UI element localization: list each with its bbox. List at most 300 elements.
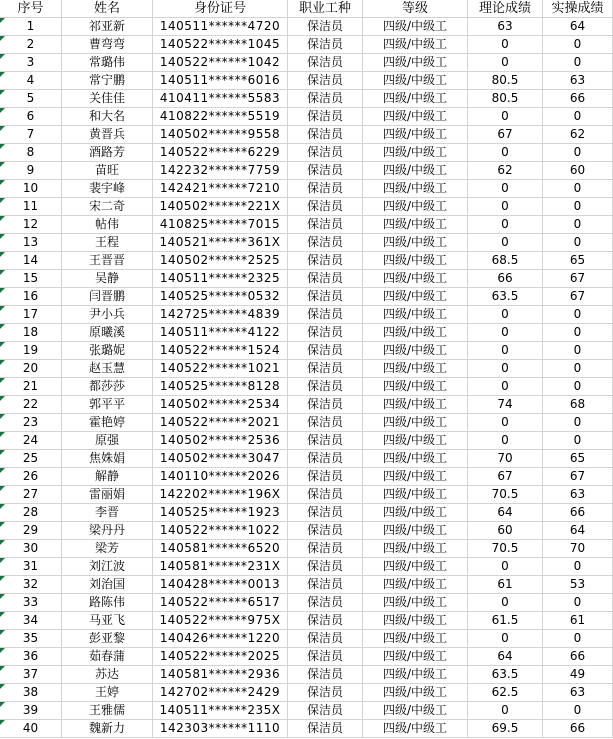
cell-theory-score[interactable]: 0 — [468, 216, 543, 234]
cell-practical-score[interactable]: 0 — [543, 630, 613, 648]
cell-seq[interactable]: 11 — [0, 198, 62, 216]
cell-practical-score[interactable]: 0 — [543, 378, 613, 396]
cell-id-number[interactable]: 140522******1021 — [153, 360, 288, 378]
cell-occupation[interactable]: 保洁员 — [288, 162, 363, 180]
cell-id-number[interactable]: 140511******6016 — [153, 72, 288, 90]
cell-id-number[interactable]: 140581******2936 — [153, 666, 288, 684]
cell-name[interactable]: 郭平平 — [62, 396, 153, 414]
cell-name[interactable]: 魏新力 — [62, 720, 153, 738]
cell-id-number[interactable]: 140522******1042 — [153, 54, 288, 72]
cell-name[interactable]: 常璐伟 — [62, 54, 153, 72]
cell-theory-score[interactable]: 80.5 — [468, 72, 543, 90]
cell-name[interactable]: 刘治国 — [62, 576, 153, 594]
cell-occupation[interactable]: 保洁员 — [288, 36, 363, 54]
cell-occupation[interactable]: 保洁员 — [288, 306, 363, 324]
cell-level[interactable]: 四级/中级工 — [363, 360, 468, 378]
cell-occupation[interactable]: 保洁员 — [288, 504, 363, 522]
cell-theory-score[interactable]: 0 — [468, 36, 543, 54]
error-indicator-icon — [0, 630, 5, 635]
cell-theory-score[interactable]: 0 — [468, 432, 543, 450]
cell-level[interactable]: 四级/中级工 — [363, 90, 468, 108]
cell-practical-score[interactable]: 68 — [543, 396, 613, 414]
cell-practical-score[interactable]: 63 — [543, 72, 613, 90]
cell-id-number[interactable]: 410822******5519 — [153, 108, 288, 126]
cell-theory-score[interactable]: 69.5 — [468, 720, 543, 738]
cell-theory-score[interactable]: 0 — [468, 594, 543, 612]
cell-id-number[interactable]: 140525******1923 — [153, 504, 288, 522]
cell-id-number[interactable]: 410825******7015 — [153, 216, 288, 234]
cell-seq[interactable]: 21 — [0, 378, 62, 396]
cell-name[interactable]: 都莎莎 — [62, 378, 153, 396]
header-occupation[interactable]: 职业工种 — [288, 0, 363, 18]
error-indicator-icon — [0, 18, 5, 23]
cell-practical-score[interactable]: 63 — [543, 684, 613, 702]
cell-practical-score[interactable]: 0 — [543, 198, 613, 216]
error-indicator-icon — [0, 324, 5, 329]
cell-occupation[interactable]: 保洁员 — [288, 522, 363, 540]
cell-level[interactable]: 四级/中级工 — [363, 324, 468, 342]
cell-seq[interactable]: 28 — [0, 504, 62, 522]
error-indicator-icon — [0, 540, 5, 545]
cell-name[interactable]: 黄晋兵 — [62, 126, 153, 144]
cell-seq[interactable]: 15 — [0, 270, 62, 288]
cell-id-number[interactable]: 140581******231X — [153, 558, 288, 576]
cell-level[interactable]: 四级/中级工 — [363, 198, 468, 216]
error-indicator-icon — [0, 126, 5, 131]
cell-name[interactable]: 彭亚黎 — [62, 630, 153, 648]
cell-theory-score[interactable]: 67 — [468, 468, 543, 486]
cell-theory-score[interactable]: 0 — [468, 360, 543, 378]
error-indicator-icon — [0, 702, 5, 707]
cell-seq[interactable]: 40 — [0, 720, 62, 738]
cell-practical-score[interactable]: 64 — [543, 18, 613, 36]
cell-name[interactable]: 王程 — [62, 234, 153, 252]
cell-level[interactable]: 四级/中级工 — [363, 684, 468, 702]
cell-practical-score[interactable]: 0 — [543, 342, 613, 360]
error-indicator-icon — [0, 252, 5, 257]
cell-occupation[interactable]: 保洁员 — [288, 432, 363, 450]
cell-id-number[interactable]: 140522******975X — [153, 612, 288, 630]
cell-level[interactable]: 四级/中级工 — [363, 36, 468, 54]
cell-occupation[interactable]: 保洁员 — [288, 666, 363, 684]
cell-level[interactable]: 四级/中级工 — [363, 126, 468, 144]
cell-practical-score[interactable]: 66 — [543, 720, 613, 738]
cell-id-number[interactable]: 140502******2525 — [153, 252, 288, 270]
cell-level[interactable]: 四级/中级工 — [363, 594, 468, 612]
cell-seq[interactable]: 39 — [0, 702, 62, 720]
cell-id-number[interactable]: 140502******221X — [153, 198, 288, 216]
cell-name[interactable]: 王晋晋 — [62, 252, 153, 270]
cell-occupation[interactable]: 保洁员 — [288, 576, 363, 594]
cell-seq[interactable]: 18 — [0, 324, 62, 342]
cell-name[interactable]: 李晋 — [62, 504, 153, 522]
cell-practical-score[interactable]: 67 — [543, 270, 613, 288]
cell-level[interactable]: 四级/中级工 — [363, 162, 468, 180]
cell-practical-score[interactable]: 0 — [543, 594, 613, 612]
cell-seq[interactable]: 32 — [0, 576, 62, 594]
cell-occupation[interactable]: 保洁员 — [288, 324, 363, 342]
cell-theory-score[interactable]: 63.5 — [468, 288, 543, 306]
cell-name[interactable]: 雷丽娟 — [62, 486, 153, 504]
cell-id-number[interactable]: 142232******7759 — [153, 162, 288, 180]
cell-practical-score[interactable]: 53 — [543, 576, 613, 594]
header-theory-score[interactable]: 理论成绩 — [468, 0, 543, 18]
cell-level[interactable]: 四级/中级工 — [363, 54, 468, 72]
cell-occupation[interactable]: 保洁员 — [288, 72, 363, 90]
cell-occupation[interactable]: 保洁员 — [288, 414, 363, 432]
cell-occupation[interactable]: 保洁员 — [288, 216, 363, 234]
cell-level[interactable]: 四级/中级工 — [363, 414, 468, 432]
cell-theory-score[interactable]: 63.5 — [468, 666, 543, 684]
cell-occupation[interactable]: 保洁员 — [288, 468, 363, 486]
cell-seq[interactable]: 5 — [0, 90, 62, 108]
cell-practical-score[interactable]: 61 — [543, 612, 613, 630]
cell-theory-score[interactable]: 80.5 — [468, 90, 543, 108]
cell-seq[interactable]: 4 — [0, 72, 62, 90]
cell-occupation[interactable]: 保洁员 — [288, 540, 363, 558]
cell-seq[interactable]: 34 — [0, 612, 62, 630]
cell-practical-score[interactable]: 0 — [543, 108, 613, 126]
header-practical-score[interactable]: 实操成绩 — [543, 0, 613, 18]
cell-theory-score[interactable]: 0 — [468, 54, 543, 72]
error-indicator-icon — [0, 90, 5, 95]
cell-level[interactable]: 四级/中级工 — [363, 252, 468, 270]
cell-level[interactable]: 四级/中级工 — [363, 234, 468, 252]
cell-id-number[interactable]: 142725******4839 — [153, 306, 288, 324]
cell-level[interactable]: 四级/中级工 — [363, 666, 468, 684]
cell-id-number[interactable]: 140511******4122 — [153, 324, 288, 342]
cell-seq[interactable]: 17 — [0, 306, 62, 324]
error-indicator-icon — [0, 486, 5, 491]
cell-id-number[interactable]: 140525******0532 — [153, 288, 288, 306]
cell-theory-score[interactable]: 62.5 — [468, 684, 543, 702]
cell-occupation[interactable]: 保洁员 — [288, 396, 363, 414]
cell-name[interactable]: 尹小兵 — [62, 306, 153, 324]
cell-name[interactable]: 闫晋鹏 — [62, 288, 153, 306]
cell-level[interactable]: 四级/中级工 — [363, 288, 468, 306]
cell-occupation[interactable]: 保洁员 — [288, 558, 363, 576]
cell-practical-score[interactable]: 0 — [543, 702, 613, 720]
cell-id-number[interactable]: 140511******4720 — [153, 18, 288, 36]
cell-practical-score[interactable]: 60 — [543, 162, 613, 180]
cell-name[interactable]: 原曦溪 — [62, 324, 153, 342]
cell-practical-score[interactable]: 63 — [543, 486, 613, 504]
cell-name[interactable]: 和大名 — [62, 108, 153, 126]
cell-id-number[interactable]: 140522******1045 — [153, 36, 288, 54]
cell-name[interactable]: 赵玉慧 — [62, 360, 153, 378]
cell-name[interactable]: 酒路芳 — [62, 144, 153, 162]
cell-level[interactable]: 四级/中级工 — [363, 630, 468, 648]
cell-theory-score[interactable]: 63 — [468, 18, 543, 36]
cell-occupation[interactable]: 保洁员 — [288, 18, 363, 36]
cell-name[interactable]: 宋二奇 — [62, 198, 153, 216]
cell-theory-score[interactable]: 0 — [468, 306, 543, 324]
cell-name[interactable]: 苏达 — [62, 666, 153, 684]
header-name[interactable]: 姓名 — [62, 0, 153, 18]
cell-id-number[interactable]: 140522******2025 — [153, 648, 288, 666]
cell-theory-score[interactable]: 61.5 — [468, 612, 543, 630]
cell-id-number[interactable]: 142702******2429 — [153, 684, 288, 702]
cell-level[interactable]: 四级/中级工 — [363, 342, 468, 360]
cell-id-number[interactable]: 140502******2534 — [153, 396, 288, 414]
cell-level[interactable]: 四级/中级工 — [363, 504, 468, 522]
cell-occupation[interactable]: 保洁员 — [288, 486, 363, 504]
cell-theory-score[interactable]: 70 — [468, 450, 543, 468]
cell-id-number[interactable]: 140522******6229 — [153, 144, 288, 162]
cell-occupation[interactable]: 保洁员 — [288, 54, 363, 72]
cell-level[interactable]: 四级/中级工 — [363, 720, 468, 738]
cell-occupation[interactable]: 保洁员 — [288, 378, 363, 396]
cell-practical-score[interactable]: 0 — [543, 36, 613, 54]
cell-occupation[interactable]: 保洁员 — [288, 108, 363, 126]
cell-seq[interactable]: 8 — [0, 144, 62, 162]
cell-seq[interactable]: 20 — [0, 360, 62, 378]
cell-occupation[interactable]: 保洁员 — [288, 252, 363, 270]
cell-occupation[interactable]: 保洁员 — [288, 270, 363, 288]
cell-level[interactable]: 四级/中级工 — [363, 612, 468, 630]
cell-occupation[interactable]: 保洁员 — [288, 342, 363, 360]
cell-id-number[interactable]: 140502******3047 — [153, 450, 288, 468]
cell-theory-score[interactable]: 0 — [468, 144, 543, 162]
cell-practical-score[interactable]: 65 — [543, 450, 613, 468]
cell-level[interactable]: 四级/中级工 — [363, 378, 468, 396]
cell-occupation[interactable]: 保洁员 — [288, 180, 363, 198]
error-indicator-icon — [0, 144, 5, 149]
cell-name[interactable]: 关佳佳 — [62, 90, 153, 108]
cell-practical-score[interactable]: 66 — [543, 90, 613, 108]
cell-theory-score[interactable]: 0 — [468, 108, 543, 126]
cell-id-number[interactable]: 140522******1022 — [153, 522, 288, 540]
cell-level[interactable]: 四级/中级工 — [363, 468, 468, 486]
cell-occupation[interactable]: 保洁员 — [288, 360, 363, 378]
cell-theory-score[interactable]: 70.5 — [468, 486, 543, 504]
cell-name[interactable]: 马亚飞 — [62, 612, 153, 630]
cell-name[interactable]: 霍艳婷 — [62, 414, 153, 432]
cell-name[interactable]: 王婷 — [62, 684, 153, 702]
cell-seq[interactable]: 38 — [0, 684, 62, 702]
cell-level[interactable]: 四级/中级工 — [363, 306, 468, 324]
header-seq[interactable]: 序号 — [0, 0, 62, 18]
cell-seq[interactable]: 19 — [0, 342, 62, 360]
cell-seq[interactable]: 1 — [0, 18, 62, 36]
cell-seq[interactable]: 23 — [0, 414, 62, 432]
cell-level[interactable]: 四级/中级工 — [363, 18, 468, 36]
cell-name[interactable]: 苗旺 — [62, 162, 153, 180]
cell-id-number[interactable]: 140522******6517 — [153, 594, 288, 612]
cell-theory-score[interactable]: 64 — [468, 648, 543, 666]
cell-seq[interactable]: 30 — [0, 540, 62, 558]
cell-seq[interactable]: 26 — [0, 468, 62, 486]
cell-occupation[interactable]: 保洁员 — [288, 450, 363, 468]
cell-id-number[interactable]: 140502******9558 — [153, 126, 288, 144]
cell-seq[interactable]: 13 — [0, 234, 62, 252]
cell-theory-score[interactable]: 0 — [468, 630, 543, 648]
cell-occupation[interactable]: 保洁员 — [288, 144, 363, 162]
cell-practical-score[interactable]: 0 — [543, 54, 613, 72]
cell-id-number[interactable]: 140581******6520 — [153, 540, 288, 558]
cell-name[interactable]: 裴宇峰 — [62, 180, 153, 198]
cell-practical-score[interactable]: 64 — [543, 522, 613, 540]
cell-level[interactable]: 四级/中级工 — [363, 540, 468, 558]
header-level[interactable]: 等级 — [363, 0, 468, 18]
cell-level[interactable]: 四级/中级工 — [363, 396, 468, 414]
cell-practical-score[interactable]: 0 — [543, 306, 613, 324]
cell-theory-score[interactable]: 0 — [468, 180, 543, 198]
cell-seq[interactable]: 2 — [0, 36, 62, 54]
cell-seq[interactable]: 37 — [0, 666, 62, 684]
cell-practical-score[interactable]: 62 — [543, 126, 613, 144]
cell-id-number[interactable]: 142421******7210 — [153, 180, 288, 198]
cell-occupation[interactable]: 保洁员 — [288, 126, 363, 144]
cell-theory-score[interactable]: 0 — [468, 702, 543, 720]
cell-occupation[interactable]: 保洁员 — [288, 594, 363, 612]
cell-practical-score[interactable]: 0 — [543, 432, 613, 450]
cell-theory-score[interactable]: 0 — [468, 558, 543, 576]
cell-seq[interactable]: 22 — [0, 396, 62, 414]
cell-theory-score[interactable]: 61 — [468, 576, 543, 594]
cell-theory-score[interactable]: 0 — [468, 234, 543, 252]
cell-seq[interactable]: 6 — [0, 108, 62, 126]
cell-name[interactable]: 吴静 — [62, 270, 153, 288]
cell-seq[interactable]: 24 — [0, 432, 62, 450]
cell-seq[interactable]: 12 — [0, 216, 62, 234]
cell-level[interactable]: 四级/中级工 — [363, 72, 468, 90]
cell-level[interactable]: 四级/中级工 — [363, 108, 468, 126]
cell-theory-score[interactable]: 67 — [468, 126, 543, 144]
cell-name[interactable]: 梁丹丹 — [62, 522, 153, 540]
cell-name[interactable]: 解静 — [62, 468, 153, 486]
cell-seq[interactable]: 10 — [0, 180, 62, 198]
cell-practical-score[interactable]: 66 — [543, 504, 613, 522]
cell-seq[interactable]: 33 — [0, 594, 62, 612]
cell-name[interactable]: 张璐妮 — [62, 342, 153, 360]
cell-name[interactable]: 曹弯弯 — [62, 36, 153, 54]
cell-occupation[interactable]: 保洁员 — [288, 702, 363, 720]
cell-id-number[interactable]: 140522******1524 — [153, 342, 288, 360]
cell-theory-score[interactable]: 68.5 — [468, 252, 543, 270]
cell-practical-score[interactable]: 0 — [543, 414, 613, 432]
cell-name[interactable]: 祁亚新 — [62, 18, 153, 36]
cell-level[interactable]: 四级/中级工 — [363, 576, 468, 594]
cell-level[interactable]: 四级/中级工 — [363, 432, 468, 450]
cell-level[interactable]: 四级/中级工 — [363, 702, 468, 720]
cell-seq[interactable]: 27 — [0, 486, 62, 504]
cell-practical-score[interactable]: 0 — [543, 558, 613, 576]
cell-practical-score[interactable]: 70 — [543, 540, 613, 558]
cell-id-number[interactable]: 142303******1110 — [153, 720, 288, 738]
cell-level[interactable]: 四级/中级工 — [363, 486, 468, 504]
cell-id-number[interactable]: 140511******235X — [153, 702, 288, 720]
cell-practical-score[interactable]: 65 — [543, 252, 613, 270]
cell-seq[interactable]: 31 — [0, 558, 62, 576]
cell-occupation[interactable]: 保洁员 — [288, 648, 363, 666]
cell-level[interactable]: 四级/中级工 — [363, 648, 468, 666]
cell-occupation[interactable]: 保洁员 — [288, 684, 363, 702]
cell-id-number[interactable]: 140110******2026 — [153, 468, 288, 486]
error-indicator-icon — [0, 342, 5, 347]
error-indicator-icon — [0, 666, 5, 671]
cell-name[interactable]: 帖伟 — [62, 216, 153, 234]
cell-name[interactable]: 原强 — [62, 432, 153, 450]
cell-seq[interactable]: 16 — [0, 288, 62, 306]
cell-seq[interactable]: 35 — [0, 630, 62, 648]
header-id-number[interactable]: 身份证号 — [153, 0, 288, 18]
cell-practical-score[interactable]: 67 — [543, 468, 613, 486]
cell-theory-score[interactable]: 0 — [468, 342, 543, 360]
cell-level[interactable]: 四级/中级工 — [363, 144, 468, 162]
cell-level[interactable]: 四级/中级工 — [363, 216, 468, 234]
cell-occupation[interactable]: 保洁员 — [288, 720, 363, 738]
cell-level[interactable]: 四级/中级工 — [363, 180, 468, 198]
cell-name[interactable]: 王雅儒 — [62, 702, 153, 720]
cell-occupation[interactable]: 保洁员 — [288, 630, 363, 648]
cell-theory-score[interactable]: 0 — [468, 324, 543, 342]
cell-theory-score[interactable]: 64 — [468, 504, 543, 522]
cell-name[interactable]: 茹春蒲 — [62, 648, 153, 666]
cell-id-number[interactable]: 140502******2536 — [153, 432, 288, 450]
cell-id-number[interactable]: 140426******1220 — [153, 630, 288, 648]
cell-seq[interactable]: 29 — [0, 522, 62, 540]
cell-seq[interactable]: 14 — [0, 252, 62, 270]
cell-theory-score[interactable]: 74 — [468, 396, 543, 414]
cell-name[interactable]: 常宁鹏 — [62, 72, 153, 90]
cell-practical-score[interactable]: 0 — [543, 234, 613, 252]
error-indicator-icon — [0, 684, 5, 689]
cell-practical-score[interactable]: 0 — [543, 180, 613, 198]
cell-theory-score[interactable]: 62 — [468, 162, 543, 180]
cell-practical-score[interactable]: 0 — [543, 360, 613, 378]
cell-seq[interactable]: 7 — [0, 126, 62, 144]
cell-name[interactable]: 路陈伟 — [62, 594, 153, 612]
cell-name[interactable]: 焦姝娟 — [62, 450, 153, 468]
cell-id-number[interactable]: 410411******5583 — [153, 90, 288, 108]
cell-seq[interactable]: 9 — [0, 162, 62, 180]
cell-occupation[interactable]: 保洁员 — [288, 234, 363, 252]
cell-level[interactable]: 四级/中级工 — [363, 450, 468, 468]
cell-seq[interactable]: 36 — [0, 648, 62, 666]
cell-theory-score[interactable]: 60 — [468, 522, 543, 540]
cell-id-number[interactable]: 140525******8128 — [153, 378, 288, 396]
cell-id-number[interactable]: 140521******361X — [153, 234, 288, 252]
cell-level[interactable]: 四级/中级工 — [363, 522, 468, 540]
cell-level[interactable]: 四级/中级工 — [363, 558, 468, 576]
cell-occupation[interactable]: 保洁员 — [288, 90, 363, 108]
cell-practical-score[interactable]: 67 — [543, 288, 613, 306]
cell-theory-score[interactable]: 0 — [468, 414, 543, 432]
cell-practical-score[interactable]: 49 — [543, 666, 613, 684]
cell-occupation[interactable]: 保洁员 — [288, 612, 363, 630]
cell-name[interactable]: 刘江波 — [62, 558, 153, 576]
cell-practical-score[interactable]: 0 — [543, 324, 613, 342]
cell-seq[interactable]: 3 — [0, 54, 62, 72]
cell-theory-score[interactable]: 0 — [468, 378, 543, 396]
cell-name[interactable]: 梁芳 — [62, 540, 153, 558]
cell-practical-score[interactable]: 0 — [543, 144, 613, 162]
cell-practical-score[interactable]: 66 — [543, 648, 613, 666]
cell-theory-score[interactable]: 70.5 — [468, 540, 543, 558]
cell-level[interactable]: 四级/中级工 — [363, 270, 468, 288]
cell-id-number[interactable]: 140522******2021 — [153, 414, 288, 432]
cell-id-number[interactable]: 140511******2325 — [153, 270, 288, 288]
cell-theory-score[interactable]: 66 — [468, 270, 543, 288]
cell-seq[interactable]: 25 — [0, 450, 62, 468]
cell-id-number[interactable]: 140428******0013 — [153, 576, 288, 594]
cell-theory-score[interactable]: 0 — [468, 198, 543, 216]
cell-occupation[interactable]: 保洁员 — [288, 288, 363, 306]
cell-practical-score[interactable]: 0 — [543, 216, 613, 234]
cell-id-number[interactable]: 142202******196X — [153, 486, 288, 504]
cell-occupation[interactable]: 保洁员 — [288, 198, 363, 216]
